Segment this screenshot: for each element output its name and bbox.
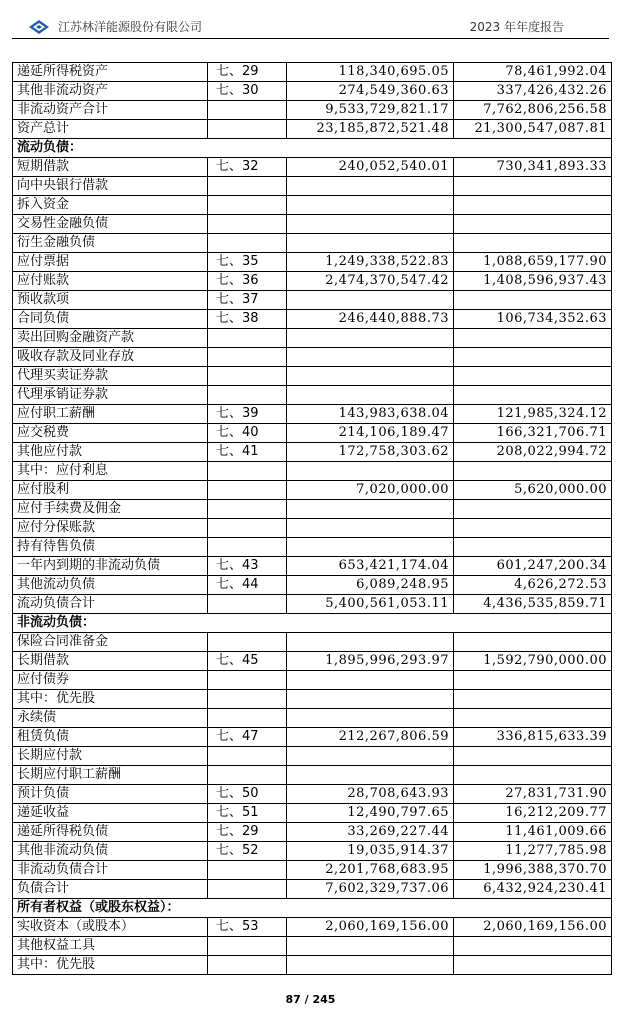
table-row [13,633,612,652]
row-value-current: 172,758,303.62 [287,443,454,462]
table-row [13,747,612,766]
row-value-current [287,348,454,367]
row-value-current [287,500,454,519]
row-item-label: 负债合计 [13,880,208,899]
table-row [13,804,612,823]
balance-sheet-table [12,62,612,975]
row-value-current: 6,089,248.95 [287,576,454,595]
row-value-prior [454,690,612,709]
row-value-current [287,177,454,196]
table-row [13,405,612,424]
row-item-label: 长期应付款 [13,747,208,766]
table-row [13,937,612,956]
company-logo-icon [28,19,50,35]
row-item-label: 应付分保账款 [13,519,208,538]
row-item-label: 应付股利 [13,481,208,500]
row-value-prior [454,937,612,956]
row-value-prior: 4,626,272.53 [454,576,612,595]
table-row [13,310,612,329]
row-value-prior: 27,831,731.90 [454,785,612,804]
row-item-label: 永续债 [13,709,208,728]
row-item-label: 预计负债 [13,785,208,804]
row-item-label: 其中：优先股 [13,956,208,975]
row-note-ref [208,386,287,405]
row-value-prior: 11,277,785.98 [454,842,612,861]
table-row [13,424,612,443]
row-note-ref [208,633,287,652]
row-value-current: 2,060,169,156.00 [287,918,454,937]
row-value-prior [454,462,612,481]
company-name: 江苏林洋能源股份有限公司 [58,20,203,34]
table-row [13,652,612,671]
row-note-ref [208,709,287,728]
table-row [13,443,612,462]
row-item-label: 长期应付职工薪酬 [13,766,208,785]
row-value-current [287,671,454,690]
row-note-ref [208,766,287,785]
table-row [13,367,612,386]
row-value-current: 240,052,540.01 [287,158,454,177]
row-value-current [287,234,454,253]
row-value-current [287,937,454,956]
row-value-current [287,633,454,652]
row-item-label: 合同负债 [13,310,208,329]
row-note-ref: 七、47 [208,728,287,747]
row-value-current: 19,035,914.37 [287,842,454,861]
row-note-ref [208,120,287,139]
row-value-prior [454,671,612,690]
row-note-ref: 七、30 [208,82,287,101]
table-row [13,842,612,861]
row-item-label: 向中央银行借款 [13,177,208,196]
row-item-label: 其他非流动资产 [13,82,208,101]
row-item-label: 应付账款 [13,272,208,291]
row-item-label: 资产总计 [13,120,208,139]
row-value-prior [454,538,612,557]
row-item-label: 应付债券 [13,671,208,690]
row-value-prior: 4,436,535,859.71 [454,595,612,614]
row-note-ref [208,101,287,120]
row-note-ref [208,956,287,975]
row-value-prior: 11,461,009.66 [454,823,612,842]
row-value-current [287,196,454,215]
row-value-current: 33,269,227.44 [287,823,454,842]
row-value-prior: 78,461,992.04 [454,63,612,82]
row-note-ref: 七、29 [208,823,287,842]
row-value-prior [454,215,612,234]
row-value-current [287,291,454,310]
row-note-ref [208,177,287,196]
row-note-ref: 七、50 [208,785,287,804]
row-value-current: 246,440,888.73 [287,310,454,329]
row-value-prior: 337,426,432.26 [454,82,612,101]
table-row [13,291,612,310]
row-item-label: 递延所得税资产 [13,63,208,82]
row-item-label: 应付票据 [13,253,208,272]
report-title: 2023 年年度报告 [469,20,564,34]
table-row [13,918,612,937]
row-item-label: 非流动资产合计 [13,101,208,120]
table-row [13,177,612,196]
row-note-ref [208,500,287,519]
row-value-prior: 2,060,169,156.00 [454,918,612,937]
row-value-prior: 208,022,994.72 [454,443,612,462]
row-item-label: 应付职工薪酬 [13,405,208,424]
row-note-ref [208,880,287,899]
table-row [13,139,612,158]
row-value-current [287,386,454,405]
row-item-label: 应付手续费及佣金 [13,500,208,519]
row-value-prior [454,956,612,975]
table-row [13,956,612,975]
row-value-prior: 1,408,596,937.43 [454,272,612,291]
row-value-prior [454,766,612,785]
table-row [13,386,612,405]
row-value-prior [454,633,612,652]
row-value-current [287,462,454,481]
row-value-prior [454,234,612,253]
row-value-current: 7,020,000.00 [287,481,454,500]
row-note-ref: 七、45 [208,652,287,671]
table-row [13,823,612,842]
row-value-current: 212,267,806.59 [287,728,454,747]
row-value-current: 1,249,338,522.83 [287,253,454,272]
row-value-current [287,766,454,785]
row-item-label: 代理买卖证券款 [13,367,208,386]
row-item-label: 递延收益 [13,804,208,823]
row-value-prior: 106,734,352.63 [454,310,612,329]
row-value-current: 118,340,695.05 [287,63,454,82]
row-note-ref [208,367,287,386]
table-row [13,329,612,348]
table-row [13,158,612,177]
row-value-prior [454,386,612,405]
row-note-ref: 七、53 [208,918,287,937]
table-row [13,728,612,747]
row-note-ref [208,348,287,367]
row-note-ref [208,519,287,538]
table-row [13,766,612,785]
row-value-prior: 730,341,893.33 [454,158,612,177]
row-value-prior [454,348,612,367]
row-item-label: 其他应付款 [13,443,208,462]
row-item-label: 其中：应付利息 [13,462,208,481]
row-note-ref [208,690,287,709]
row-value-current [287,329,454,348]
row-value-current [287,367,454,386]
row-item-label: 流动负债合计 [13,595,208,614]
row-item-label: 应交税费 [13,424,208,443]
table-row [13,519,612,538]
row-value-prior: 16,212,209.77 [454,804,612,823]
row-value-current [287,747,454,766]
row-item-label: 拆入资金 [13,196,208,215]
table-row [13,120,612,139]
row-value-current: 23,185,872,521.48 [287,120,454,139]
table-row [13,861,612,880]
row-value-prior [454,196,612,215]
row-value-prior: 5,620,000.00 [454,481,612,500]
row-value-prior: 336,815,633.39 [454,728,612,747]
row-value-prior: 1,088,659,177.90 [454,253,612,272]
table-row [13,690,612,709]
row-item-label: 其他非流动负债 [13,842,208,861]
table-row [13,215,612,234]
page-header [12,8,609,39]
row-value-prior [454,291,612,310]
table-row [13,234,612,253]
row-item-label: 租赁负债 [13,728,208,747]
table-row [13,63,612,82]
row-value-current [287,690,454,709]
row-value-current: 143,983,638.04 [287,405,454,424]
row-item-label: 其他流动负债 [13,576,208,595]
row-note-ref: 七、43 [208,557,287,576]
row-note-ref [208,937,287,956]
row-value-prior [454,747,612,766]
table-row [13,253,612,272]
row-note-ref [208,538,287,557]
row-value-prior: 121,985,324.12 [454,405,612,424]
row-value-current: 653,421,174.04 [287,557,454,576]
row-value-prior [454,329,612,348]
row-note-ref [208,234,287,253]
row-item-label: 衍生金融负债 [13,234,208,253]
table-row [13,82,612,101]
table-row [13,196,612,215]
row-item-label: 其中：优先股 [13,690,208,709]
row-note-ref: 七、32 [208,158,287,177]
table-row [13,785,612,804]
table-row [13,880,612,899]
table-row [13,899,612,918]
row-item-label: 实收资本（或股本） [13,918,208,937]
row-value-prior: 1,996,388,370.70 [454,861,612,880]
row-item-label: 预收款项 [13,291,208,310]
table-row [13,595,612,614]
row-item-label: 一年内到期的非流动负债 [13,557,208,576]
row-note-ref [208,462,287,481]
row-value-current: 2,474,370,547.42 [287,272,454,291]
row-value-current [287,709,454,728]
table-row [13,671,612,690]
row-note-ref [208,215,287,234]
row-item-label: 保险合同准备金 [13,633,208,652]
table-row [13,538,612,557]
row-note-ref: 七、29 [208,63,287,82]
row-value-current: 28,708,643.93 [287,785,454,804]
row-note-ref: 七、37 [208,291,287,310]
row-value-current [287,215,454,234]
row-value-current: 12,490,797.65 [287,804,454,823]
row-value-current: 5,400,561,053.11 [287,595,454,614]
row-item-label: 其他权益工具 [13,937,208,956]
row-note-ref: 七、41 [208,443,287,462]
row-item-label: 吸收存款及同业存放 [13,348,208,367]
row-value-current [287,956,454,975]
row-value-prior [454,500,612,519]
row-value-prior [454,709,612,728]
table-row [13,557,612,576]
row-item-label: 代理承销证券款 [13,386,208,405]
row-value-current: 2,201,768,683.95 [287,861,454,880]
row-value-current: 1,895,996,293.97 [287,652,454,671]
row-note-ref [208,481,287,500]
row-note-ref: 七、44 [208,576,287,595]
row-item-label: 短期借款 [13,158,208,177]
table-row [13,500,612,519]
row-item-label: 非流动负债合计 [13,861,208,880]
row-note-ref [208,747,287,766]
row-value-prior: 166,321,706.71 [454,424,612,443]
row-note-ref [208,329,287,348]
row-note-ref [208,861,287,880]
row-item-label: 卖出回购金融资产款 [13,329,208,348]
row-item-label: 递延所得税负债 [13,823,208,842]
row-note-ref: 七、40 [208,424,287,443]
row-value-current [287,538,454,557]
row-value-current [287,519,454,538]
row-note-ref: 七、35 [208,253,287,272]
row-value-current: 214,106,189.47 [287,424,454,443]
row-value-current: 7,602,329,737.06 [287,880,454,899]
table-row [13,462,612,481]
row-item-label: 交易性金融负债 [13,215,208,234]
row-value-current: 274,549,360.63 [287,82,454,101]
row-value-current: 9,533,729,821.17 [287,101,454,120]
row-note-ref: 七、38 [208,310,287,329]
row-value-prior: 7,762,806,256.58 [454,101,612,120]
row-value-prior [454,519,612,538]
section-heading: 所有者权益（或股东权益）： [13,899,612,918]
row-value-prior [454,177,612,196]
section-heading: 流动负债： [13,139,612,158]
table-row [13,614,612,633]
row-note-ref: 七、52 [208,842,287,861]
balance-sheet-body [13,63,612,975]
row-item-label: 长期借款 [13,652,208,671]
row-note-ref [208,595,287,614]
table-row [13,709,612,728]
table-row [13,101,612,120]
row-note-ref [208,671,287,690]
row-note-ref: 七、36 [208,272,287,291]
table-row [13,481,612,500]
row-item-label: 持有待售负债 [13,538,208,557]
table-row [13,272,612,291]
page-number: 87 / 245 [285,993,336,1006]
row-value-prior: 6,432,924,230.41 [454,880,612,899]
row-value-prior: 21,300,547,087.81 [454,120,612,139]
row-note-ref [208,196,287,215]
table-row [13,348,612,367]
row-value-prior [454,367,612,386]
row-value-prior: 1,592,790,000.00 [454,652,612,671]
row-note-ref: 七、51 [208,804,287,823]
section-heading: 非流动负债： [13,614,612,633]
row-value-prior: 601,247,200.34 [454,557,612,576]
table-row [13,576,612,595]
row-note-ref: 七、39 [208,405,287,424]
